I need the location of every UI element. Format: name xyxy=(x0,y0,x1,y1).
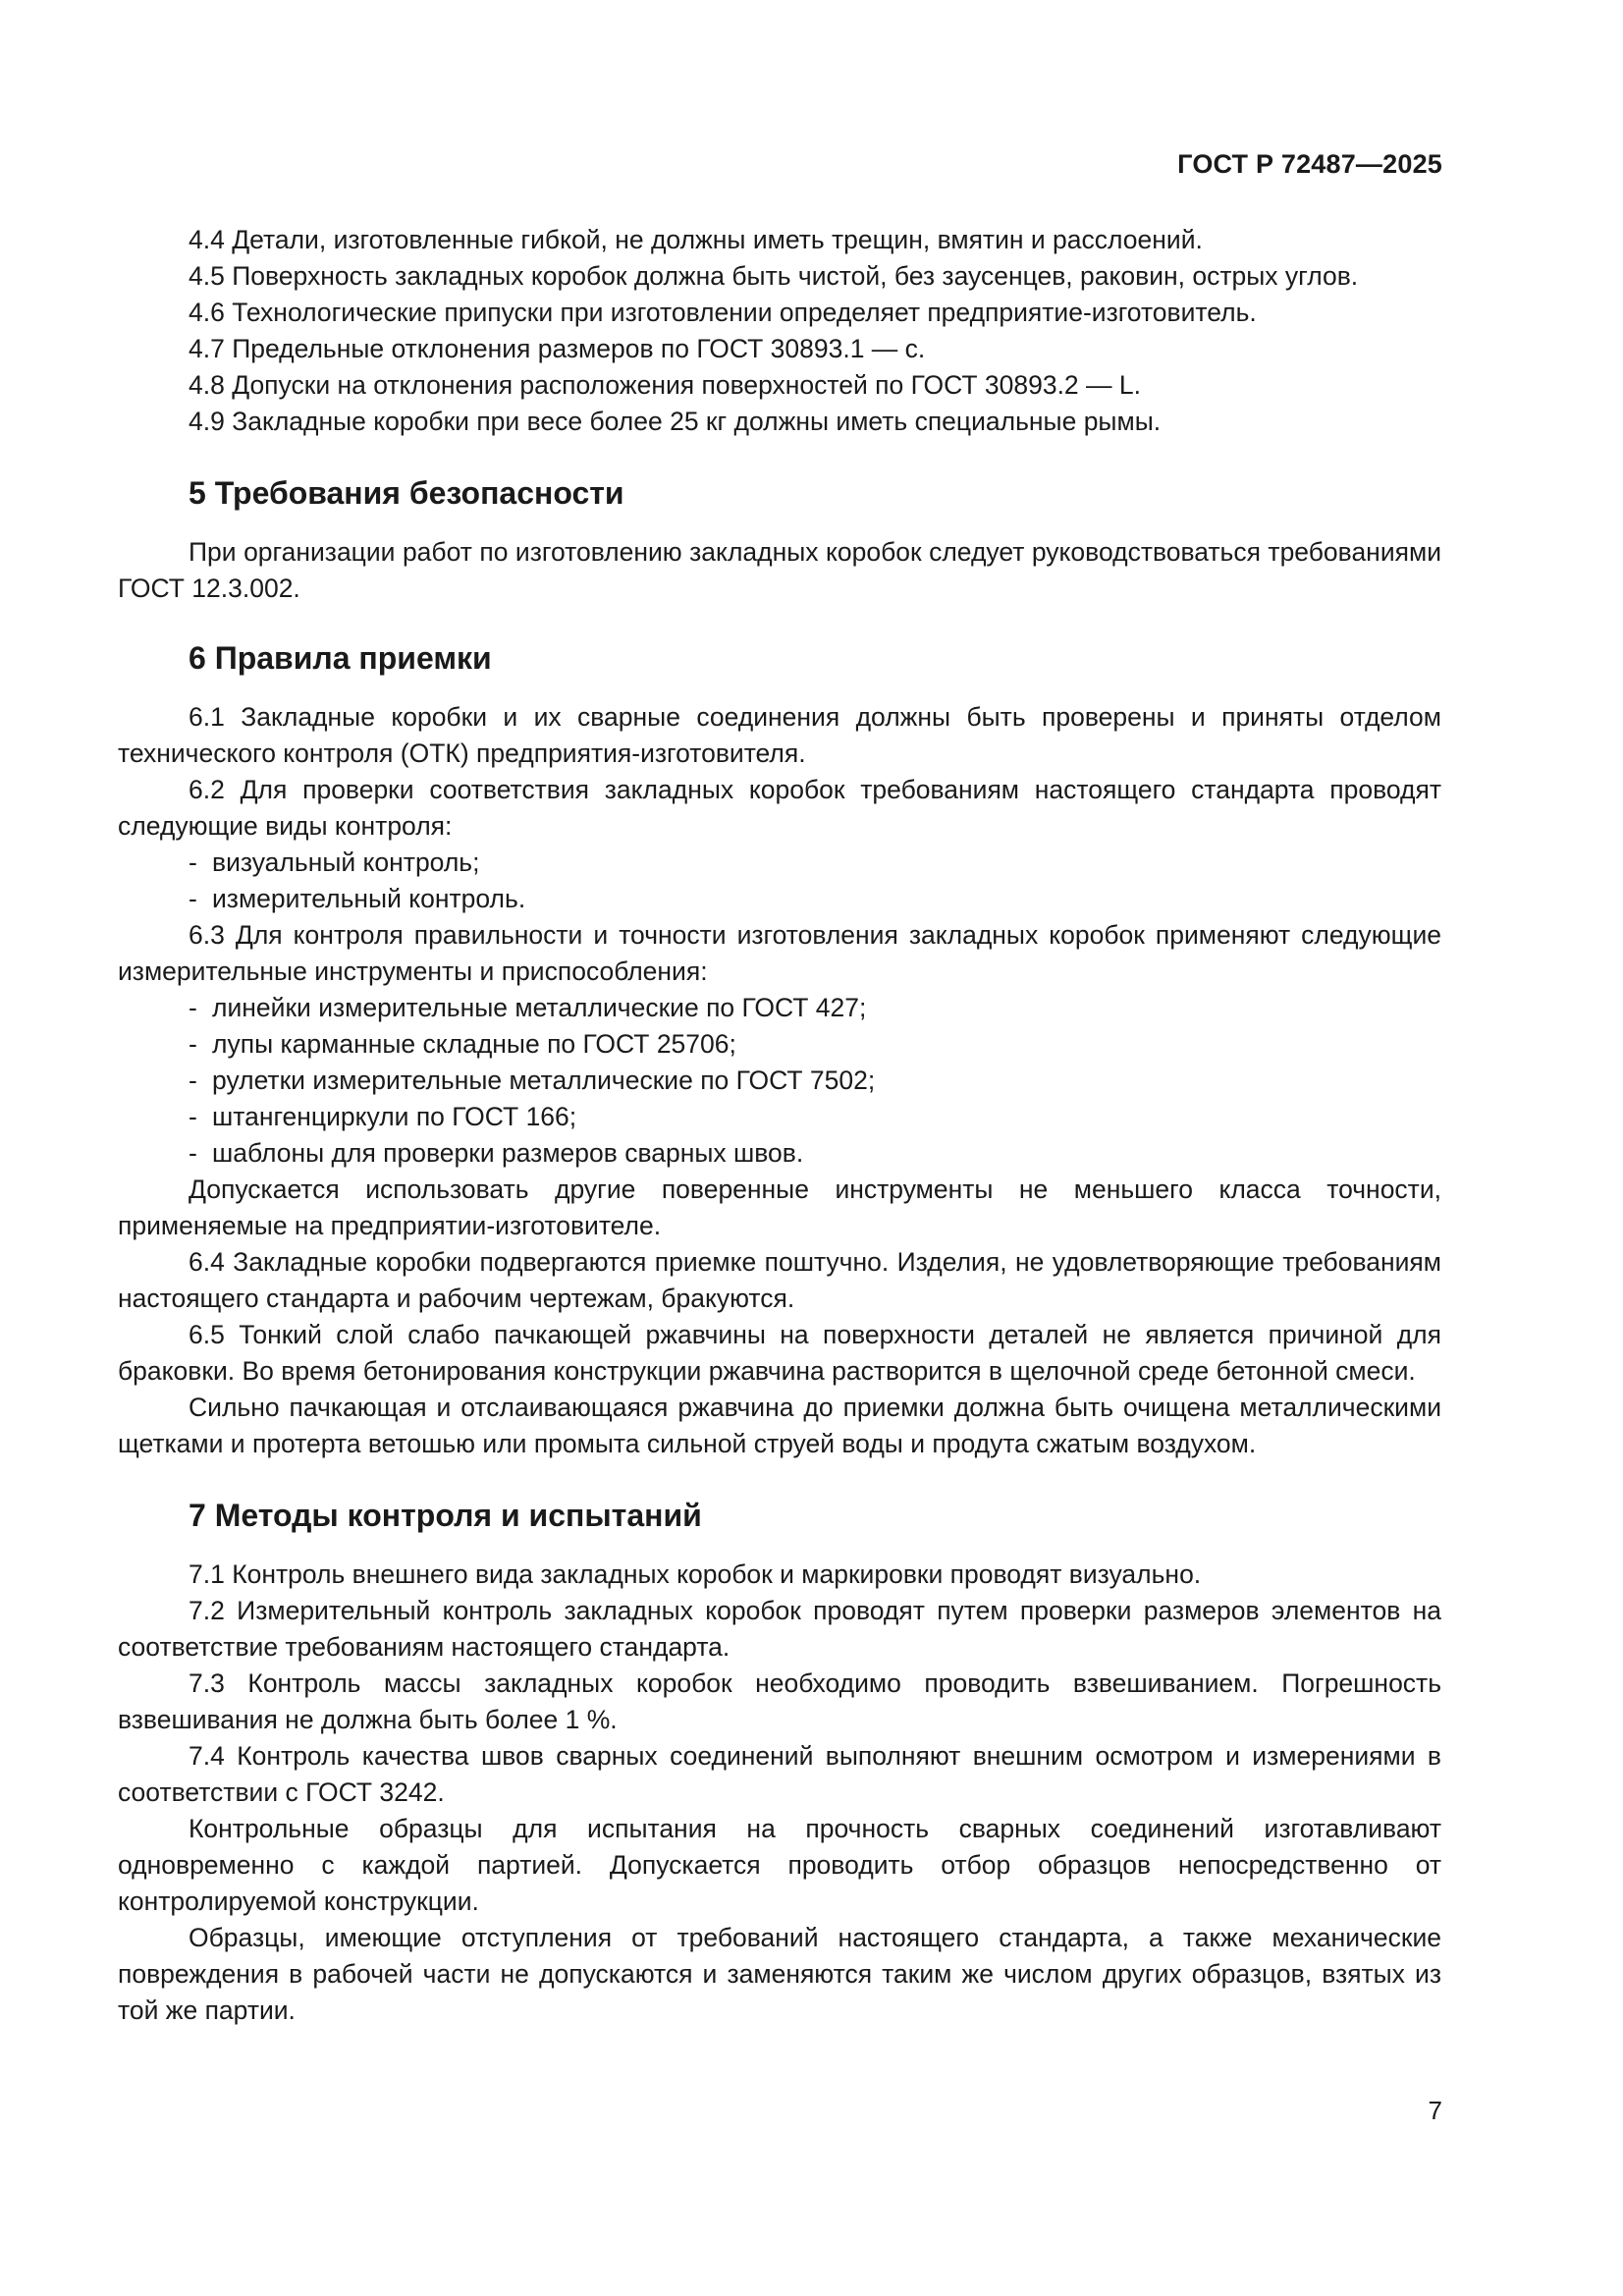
list-item-text: измерительный контроль. xyxy=(212,884,526,913)
list-item: - измерительный контроль. xyxy=(189,884,526,913)
list-item: - шаблоны для проверки размеров сварных швов. xyxy=(189,1138,804,1168)
clause-7-4-samples: Контрольные образцы для испытания на прочность сварных соединений изготавливают одновременно с каждой партией. Допускается проводить отбор образцов непосредственно от контролируемой конструкции. xyxy=(118,1814,1441,1916)
document-body xyxy=(118,222,1441,2029)
list-item-text: шаблоны для проверки размеров сварных швов. xyxy=(212,1138,804,1168)
document-id-header: ГОСТ Р 72487—2025 xyxy=(1177,149,1442,179)
section-5-heading: 5 Требования безопасности xyxy=(189,475,624,511)
clause-7-1: 7.1 Контроль внешнего вида закладных коробок и маркировки проводят визуально. xyxy=(189,1559,1202,1589)
page-number: 7 xyxy=(1428,2096,1442,2125)
list-item-text: визуальный контроль; xyxy=(212,847,480,877)
clause-4-7: 4.7 Предельные отклонения размеров по ГОСТ 30893.1 — c. xyxy=(189,334,926,363)
clause-4-8: 4.8 Допуски на отклонения расположения поверхностей по ГОСТ 30893.2 — L. xyxy=(189,370,1141,400)
clause-7-4-rejection: Образцы, имеющие отступления от требований настоящего стандарта, а также механические повреждения в рабочей части не допускаются и заменяются таким же числом других образцов, взятых из той же партии. xyxy=(118,1923,1441,2025)
clause-6-1: 6.1 Закладные коробки и их сварные соединения должны быть проверены и приняты отделом технического контроля (ОТК) предприятия-изготовителя. xyxy=(118,702,1441,768)
clause-4-6: 4.6 Технологические припуски при изготовлении определяет предприятие-изготовитель. xyxy=(189,298,1257,327)
clause-7-2: 7.2 Измерительный контроль закладных коробок проводят путем проверки размеров элементов на соответствие требованиям настоящего стандарта. xyxy=(118,1596,1441,1662)
clause-6-2: 6.2 Для проверки соответствия закладных коробок требованиям настоящего стандарта проводят следующие виды контроля: xyxy=(118,775,1441,841)
section-5-text: При организации работ по изготовлению закладных коробок следует руководствоваться требованиями ГОСТ 12.3.002. xyxy=(118,537,1441,603)
list-item-text: линейки измерительные металлические по ГОСТ 427; xyxy=(212,993,867,1022)
list-item: - штангенциркули по ГОСТ 166; xyxy=(189,1102,577,1131)
list-item-text: рулетки измерительные металлические по ГОСТ 7502; xyxy=(212,1066,876,1095)
clause-4-9: 4.9 Закладные коробки при весе более 25 кг должны иметь специальные рымы. xyxy=(189,407,1162,436)
section-6-heading: 6 Правила приемки xyxy=(189,640,492,676)
clause-6-5-note: Сильно пачкающая и отслаивающаяся ржавчина до приемки должна быть очищена металлическими щетками и протерта ветошью или промыта сильной струей воды и продута сжатым воздухом. xyxy=(118,1393,1441,1458)
list-item-text: лупы карманные складные по ГОСТ 25706; xyxy=(212,1029,736,1059)
clause-6-4: 6.4 Закладные коробки подвергаются приемке поштучно. Изделия, не удовлетворяющие требованиям настоящего стандарта и рабочим чертежам, бракуются. xyxy=(118,1247,1441,1313)
clause-7-3: 7.3 Контроль массы закладных коробок необходимо проводить взвешиванием. Погрешность взвешивания не должна быть более 1 %. xyxy=(118,1668,1441,1734)
list-item: - лупы карманные складные по ГОСТ 25706; xyxy=(189,1029,736,1059)
list-item-text: штангенциркули по ГОСТ 166; xyxy=(212,1102,577,1131)
list-item: - линейки измерительные металлические по ГОСТ 427; xyxy=(189,993,867,1022)
clause-6-3: 6.3 Для контроля правильности и точности изготовления закладных коробок применяют следующие измерительные инструменты и приспособления: xyxy=(118,920,1441,986)
list-item: - рулетки измерительные металлические по ГОСТ 7502; xyxy=(189,1066,876,1095)
section-7-heading: 7 Методы контроля и испытаний xyxy=(189,1498,702,1533)
clause-4-5: 4.5 Поверхность закладных коробок должна быть чистой, без заусенцев, раковин, острых углов. xyxy=(189,261,1359,291)
clause-7-4: 7.4 Контроль качества швов сварных соединений выполняют внешним осмотром и измерениями в соответствии с ГОСТ 3242. xyxy=(118,1741,1441,1807)
clause-6-5: 6.5 Тонкий слой слабо пачкающей ржавчины на поверхности деталей не является причиной для браковки. Во время бетонирования конструкции ржавчина растворится в щелочной среде бетонной смеси. xyxy=(118,1320,1441,1386)
clause-4-4: 4.4 Детали, изготовленные гибкой, не должны иметь трещин, вмятин и расслоений. xyxy=(189,225,1203,254)
list-item: - визуальный контроль; xyxy=(189,847,480,877)
clause-6-3-note: Допускается использовать другие поверенные инструменты не меньшего класса точности, применяемые на предприятии-изготовителе. xyxy=(118,1175,1441,1240)
